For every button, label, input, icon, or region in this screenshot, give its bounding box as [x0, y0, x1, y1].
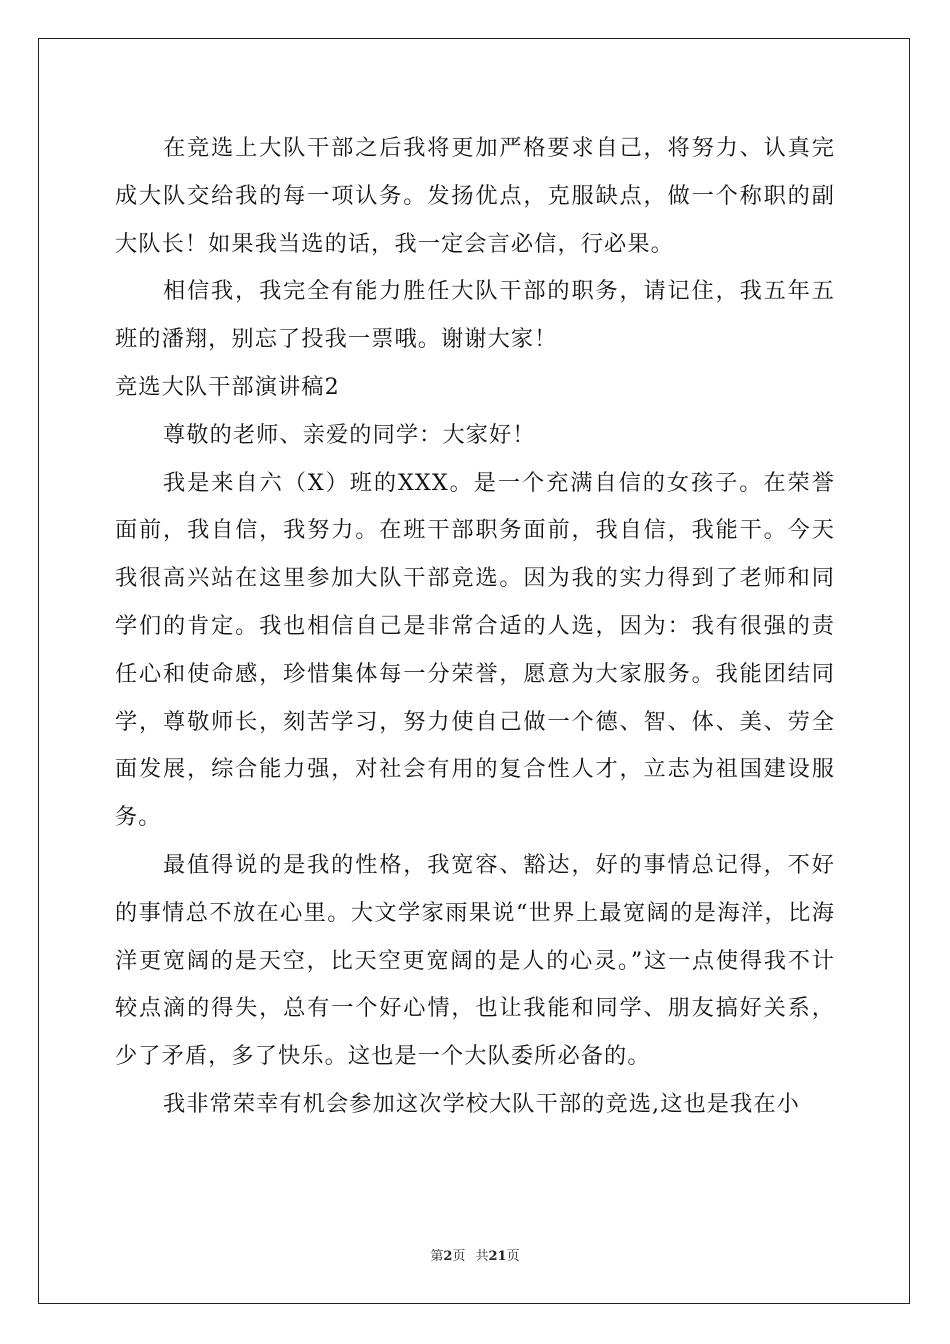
paragraph: 我非常荣幸有机会参加这次学校大队干部的竞选,这也是我在小 [163, 1090, 800, 1117]
document-body [115, 125, 835, 1129]
page-footer [0, 1248, 950, 1266]
paragraph: 尊敬的老师、亲爱的同学：大家好！ [163, 421, 536, 448]
paragraph: 在竞选上大队干部之后我将更加严格要求自己，将努力、认真完成大队交给我的每一项认务。发扬优点，克服缺点，做一个称职的副大队长！如果我当选的话，我一定会言必信，行必果。 [115, 135, 835, 257]
page-prefix: 第 [430, 1249, 444, 1264]
paragraph: 相信我，我完全有能力胜任大队干部的职务，请记住，我五年五班的潘翔，别忘了投我一票哦。谢谢大家！ [115, 278, 835, 353]
total-suffix: 页 [506, 1249, 520, 1264]
total-pages: 21 [488, 1249, 507, 1264]
paragraph: 我是来自六（X）班的XXX。是一个充满自信的女孩子。在荣誉面前，我自信，我努力。在班干部职务面前，我自信，我能干。今天我很高兴站在这里参加大队干部竞选。因为我的实力得到了老师和同学们的肯定。我也相信自己是非常合适的人选，因为：我有很强的责任心和使命感，珍惜集体每一分荣誉，愿意为大家服务。我能团结同学，尊敬师长，刻苦学习，努力使自己做一个德、智、体、美、劳全面发展，综合能力强，对社会有用的复合性人才，立志为祖国建设服务。 [115, 469, 835, 831]
paragraph: 最值得说的是我的性格，我宽容、豁达，好的事情总记得，不好的事情总不放在心里。大文学家雨果说“世界上最宽阔的是海洋，比海洋更宽阔的是天空，比天空更宽阔的是人的心灵。”这一点使得我不计较点滴的得失，总有一个好心情，也让我能和同学、朋友搞好关系，少了矛盾，多了快乐。这也是一个大队委所必备的。 [115, 851, 835, 1070]
section-title: 竞选大队干部演讲稿2 [115, 373, 340, 400]
page-number: 2 [443, 1249, 453, 1264]
total-prefix: 共 [475, 1249, 489, 1264]
page-suffix: 页 [452, 1249, 466, 1264]
